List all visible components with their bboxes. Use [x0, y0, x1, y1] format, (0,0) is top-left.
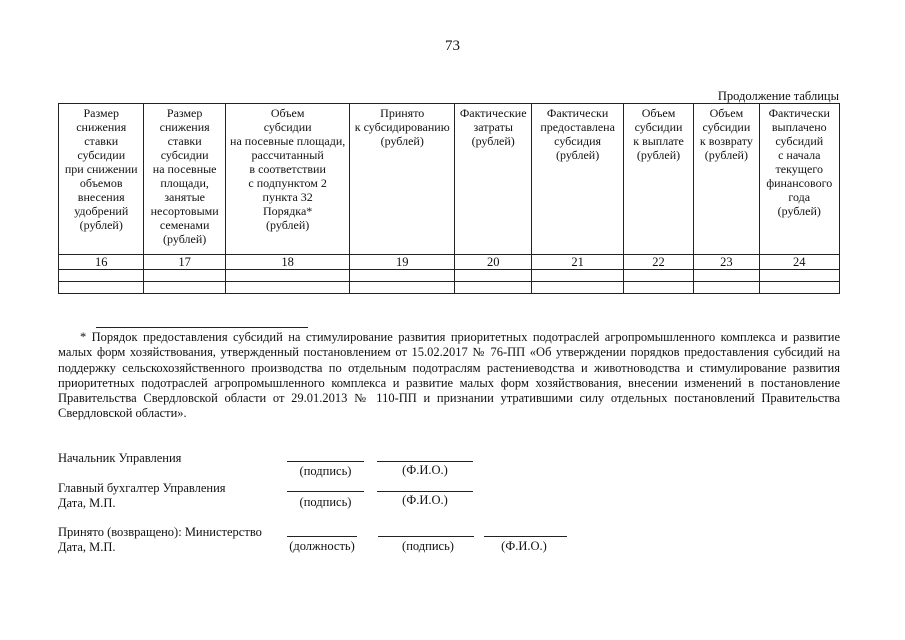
ministry-position-caption: (должность) — [289, 539, 355, 553]
head-signature-line — [287, 461, 364, 462]
ministry-signature-caption: (подпись) — [402, 539, 454, 553]
head-signature-caption: (подпись) — [299, 464, 352, 478]
ministry-name-caption: (Ф.И.О.) — [501, 539, 547, 553]
accountant-signature-line — [287, 491, 364, 492]
accountant-date-label: Дата, М.П. — [58, 496, 116, 510]
header-line: (рублей) — [777, 204, 821, 218]
header-cell — [225, 104, 350, 255]
header-line: на посевные площади, — [230, 134, 346, 148]
header-line: внесения — [77, 190, 125, 204]
ministry-name-line — [484, 536, 567, 537]
page-number: 73 — [445, 38, 460, 54]
header-line: к выплате — [633, 134, 684, 148]
header-line: объемов — [79, 176, 123, 190]
column-number: 16 — [59, 255, 144, 270]
header-cell — [455, 104, 532, 255]
header-line: субсидии — [634, 120, 683, 134]
header-line: площади, — [160, 176, 209, 190]
header-line: к возврату — [699, 134, 753, 148]
header-line: Принято — [380, 106, 425, 120]
header-cell — [623, 104, 693, 255]
header-line: в соответствии — [249, 162, 326, 176]
table-row — [59, 282, 840, 294]
subsidy-table — [58, 103, 840, 294]
header-line: снижения — [159, 120, 210, 134]
ministry-position-line — [287, 536, 357, 537]
column-number: 21 — [532, 255, 623, 270]
head-name-caption: (Ф.И.О.) — [402, 463, 448, 477]
column-number: 22 — [623, 255, 693, 270]
header-line: (рублей) — [380, 134, 424, 148]
header-line: снижения — [76, 120, 127, 134]
header-line: субсидий — [775, 134, 824, 148]
header-line: затраты — [473, 120, 513, 134]
header-line: выплачено — [771, 120, 827, 134]
column-number: 17 — [144, 255, 225, 270]
header-cell — [350, 104, 455, 255]
header-line: к субсидированию — [354, 120, 450, 134]
accountant-signature-caption: (подпись) — [299, 495, 352, 509]
head-label: Начальник Управления — [58, 451, 182, 465]
accountant-label: Главный бухгалтер Управления — [58, 481, 226, 495]
ministry-date-label: Дата, М.П. — [58, 540, 116, 554]
header-line: текущего — [775, 162, 823, 176]
header-line: при снижении — [64, 162, 138, 176]
accountant-name-caption: (Ф.И.О.) — [402, 493, 448, 507]
header-line: Фактически — [768, 106, 830, 120]
header-line: Объем — [270, 106, 305, 120]
header-line: (рублей) — [266, 218, 310, 232]
header-line: (рублей) — [79, 218, 123, 232]
column-number: 24 — [759, 255, 839, 270]
header-line: субсидия — [554, 134, 602, 148]
header-line: Объем — [709, 106, 744, 120]
header-line: Порядка* — [263, 204, 313, 218]
header-line: семенами — [159, 218, 210, 232]
header-line: Фактически — [546, 106, 609, 120]
header-line: Размер — [166, 106, 203, 120]
header-line: Фактические — [459, 106, 527, 120]
header-cell — [759, 104, 839, 255]
header-cell — [532, 104, 623, 255]
header-line: субсидии — [702, 120, 751, 134]
header-line: ставки — [84, 134, 119, 148]
header-line: занятые — [164, 190, 205, 204]
column-number: 20 — [455, 255, 532, 270]
header-line: с подпунктом 2 — [248, 176, 327, 190]
header-line: предоставлена — [540, 120, 615, 134]
header-line: субсидии — [160, 148, 209, 162]
header-line: субсидии — [77, 148, 126, 162]
column-number-row — [59, 255, 840, 270]
table-header-row — [59, 104, 840, 255]
header-line: финансового — [766, 176, 833, 190]
header-cell — [59, 104, 144, 255]
header-line: на посевные — [152, 162, 217, 176]
column-number: 18 — [225, 255, 350, 270]
head-name-line — [377, 461, 473, 462]
ministry-label: Принято (возвращено): Министерство — [58, 525, 262, 539]
header-line: пункта 32 — [262, 190, 313, 204]
header-line: года — [788, 190, 811, 204]
header-line: Размер — [83, 106, 119, 120]
header-line: (рублей) — [471, 134, 515, 148]
footnote: * Порядок предоставления субсидий на стимулирование развития приоритетных подотраслей агропромышленного комплекса и развитие малых форм хозяйствования, утвержденный постановлением от 15.02.2017 № 76-ПП «Об утверждении порядков предоставления субсидий на поддержку сельскохозяйственного производства по отдельным подотраслям растениеводства и животноводства и стимулирование развития приоритетных подотраслей агропромышленного комплекса и развитие малых форм хозяйствования, внесении изменений в постановление Правительства Свердловской области от 29.01.2013 № 110-ПП и признании утратившими силу отдельных постановлений Правительства Свердловской области». — [58, 330, 840, 421]
header-line: (рублей) — [636, 148, 681, 162]
header-line: с начала — [778, 148, 821, 162]
column-number: 23 — [694, 255, 759, 270]
header-line: (рублей) — [704, 148, 748, 162]
header-line: несортовыми — [150, 204, 219, 218]
header-line: (рублей) — [163, 232, 207, 246]
header-line: удобрений — [74, 204, 129, 218]
continuation-label: Продолжение таблицы — [717, 89, 839, 103]
accountant-name-line — [377, 491, 473, 492]
header-cell — [694, 104, 759, 255]
header-line: ставки — [167, 134, 202, 148]
column-number: 19 — [350, 255, 455, 270]
table-row — [59, 270, 840, 282]
header-line: (рублей) — [556, 148, 600, 162]
ministry-signature-line — [378, 536, 474, 537]
header-line: рассчитанный — [251, 148, 324, 162]
footnote-separator — [96, 327, 308, 328]
header-line: субсидии — [263, 120, 312, 134]
header-line: Объем — [641, 106, 676, 120]
header-cell — [144, 104, 225, 255]
